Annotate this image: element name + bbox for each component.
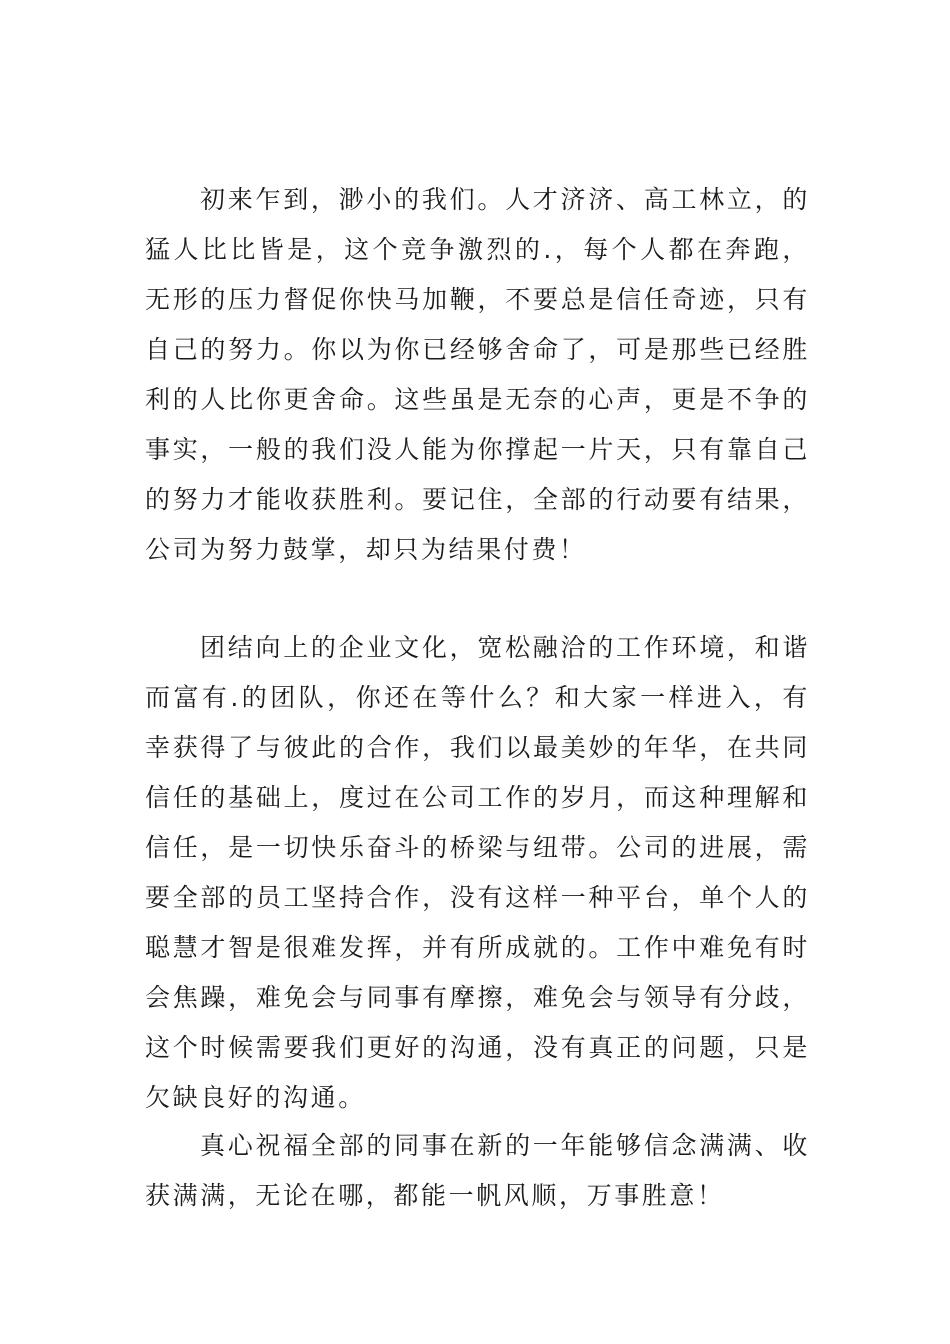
paragraph-2: 团结向上的企业文化，宽松融洽的工作环境，和谐而富有.的团队，你还在等什么？和大家一样进入，有幸获得了与彼此的合作，我们以最美妙的年华，在共同信任的基础上，度过在公司工作的岁月，而这种理解和信任，是一切快乐奋斗的桥梁与纽带。公司的进展，需要全部的员工坚持合作，没有这样一种平台，单个人的聪慧才智是很难发挥，并有所成就的。工作中难免有时会焦躁，难免会与同事有摩擦，难免会与领导有分歧，这个时候需要我们更好的沟通，没有真正的问题，只是欠缺良好的沟通。 — [145, 633, 810, 1112]
paragraph-1: 初来乍到，渺小的我们。人才济济、高工林立，的猛人比比皆是，这个竞争激烈的.，每个人都在奔跑，无形的压力督促你快马加鞭，不要总是信任奇迹，只有自己的努力。你以为你已经够舍命了，可是那些已经胜利的人比你更舍命。这些虽是无奈的心声，更是不争的事实，一般的我们没人能为你撑起一片天，只有靠自己的努力才能收获胜利。要记住，全部的行动要有结果，公司为努力鼓掌，却只为结果付费！ — [145, 185, 810, 564]
paragraph-3: 真心祝福全部的同事在新的一年能够信念满满、收获满满，无论在哪，都能一帆风顺，万事胜意！ — [145, 1131, 810, 1210]
